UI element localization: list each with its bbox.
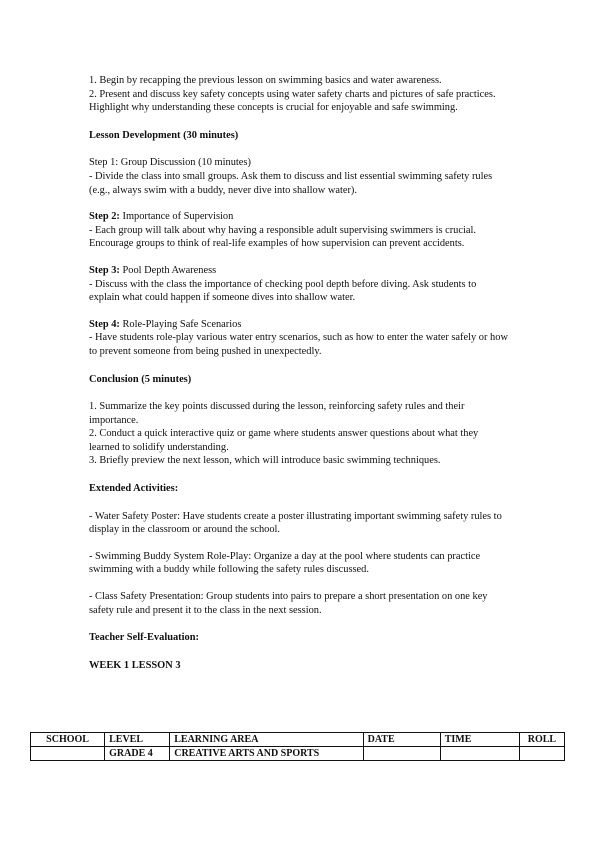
lesson-development-heading: Lesson Development (30 minutes) <box>89 129 239 141</box>
cell-date <box>363 747 440 761</box>
step3-title-line <box>89 264 509 278</box>
conclusion-item-3: 3. Briefly preview the next lesson, which will introduce basic swimming techniques. <box>89 455 441 467</box>
cell-roll <box>519 747 564 761</box>
step4-text: - Have students role-play various water entry scenarios, such as how to enter the water safely or how to prevent someone from being pushed in unexpectedly. <box>89 332 508 357</box>
step3-title: Pool Depth Awareness <box>119 264 217 276</box>
conclusion-item-1: 1. Summarize the key points discussed during the lesson, reinforcing safety rules and their importance. <box>89 401 465 426</box>
header-learning-area: LEARNING AREA <box>170 733 363 747</box>
step3-text: - Discuss with the class the importance of checking pool depth before diving. Ask students to explain what could happen if someone dives into shallow water. <box>89 278 477 304</box>
step2-title: Importance of Supervision <box>119 211 234 223</box>
step3-label: Step 3: <box>89 264 120 276</box>
step2-text: - Each group will talk about why having a responsible adult supervising swimmers is crucial. Encourage groups to think of real-life examples of how supervision can prevent accidents. <box>89 224 476 250</box>
cell-time <box>440 747 519 761</box>
step2-label: Step 2: <box>89 211 120 223</box>
cell-learning-area: CREATIVE ARTS AND SPORTS <box>170 747 363 761</box>
extended-item-3: - Class Safety Presentation: Group students into pairs to prepare a short presentation on one key safety rule and present it to the class in the next session. <box>89 591 488 616</box>
intro-line-1: 1. Begin by recapping the previous lesson on swimming basics and water awareness. <box>89 75 442 86</box>
header-school: SCHOOL <box>31 733 105 747</box>
conclusion-item-2: 2. Conduct a quick interactive quiz or game where students answer questions about what they learned to solidify understanding. <box>89 428 479 453</box>
header-date: DATE <box>363 733 440 747</box>
step4-title-line <box>89 318 509 332</box>
table-row <box>31 747 565 761</box>
self-evaluation-heading: Teacher Self-Evaluation: <box>89 632 199 644</box>
cell-school <box>31 747 105 761</box>
step2-title-line <box>89 210 509 224</box>
week-lesson-heading: WEEK 1 LESSON 3 <box>89 659 181 671</box>
lesson-info-table <box>30 732 565 761</box>
step4-title: Role-Playing Safe Scenarios <box>119 318 242 330</box>
extended-heading: Extended Activities: <box>89 483 179 495</box>
table-header-row <box>31 733 565 747</box>
step1-title: Step 1: Group Discussion (10 minutes) <box>89 157 251 169</box>
header-roll: ROLL <box>519 733 564 747</box>
cell-level: GRADE 4 <box>105 747 170 761</box>
step4-label: Step 4: <box>89 318 120 330</box>
step1-text: - Divide the class into small groups. Ask them to discuss and list essential swimming safety rules (e.g., always swim with a buddy, never dive into shallow water). <box>89 170 493 196</box>
header-time: TIME <box>440 733 519 747</box>
extended-item-2: - Swimming Buddy System Role-Play: Organize a day at the pool where students can practice swimming with a buddy while following the safety rules discussed. <box>89 550 481 576</box>
extended-item-1: - Water Safety Poster: Have students create a poster illustrating important swimming safety rules to display in the classroom or around the school. <box>89 510 502 536</box>
lesson-content <box>89 74 509 672</box>
conclusion-heading: Conclusion (5 minutes) <box>89 373 192 385</box>
header-level: LEVEL <box>105 733 170 747</box>
intro-line-2: 2. Present and discuss key safety concepts using water safety charts and pictures of safe practices. Highlight why understanding these concepts is crucial for enjoyable and safe swimming. <box>89 88 496 114</box>
